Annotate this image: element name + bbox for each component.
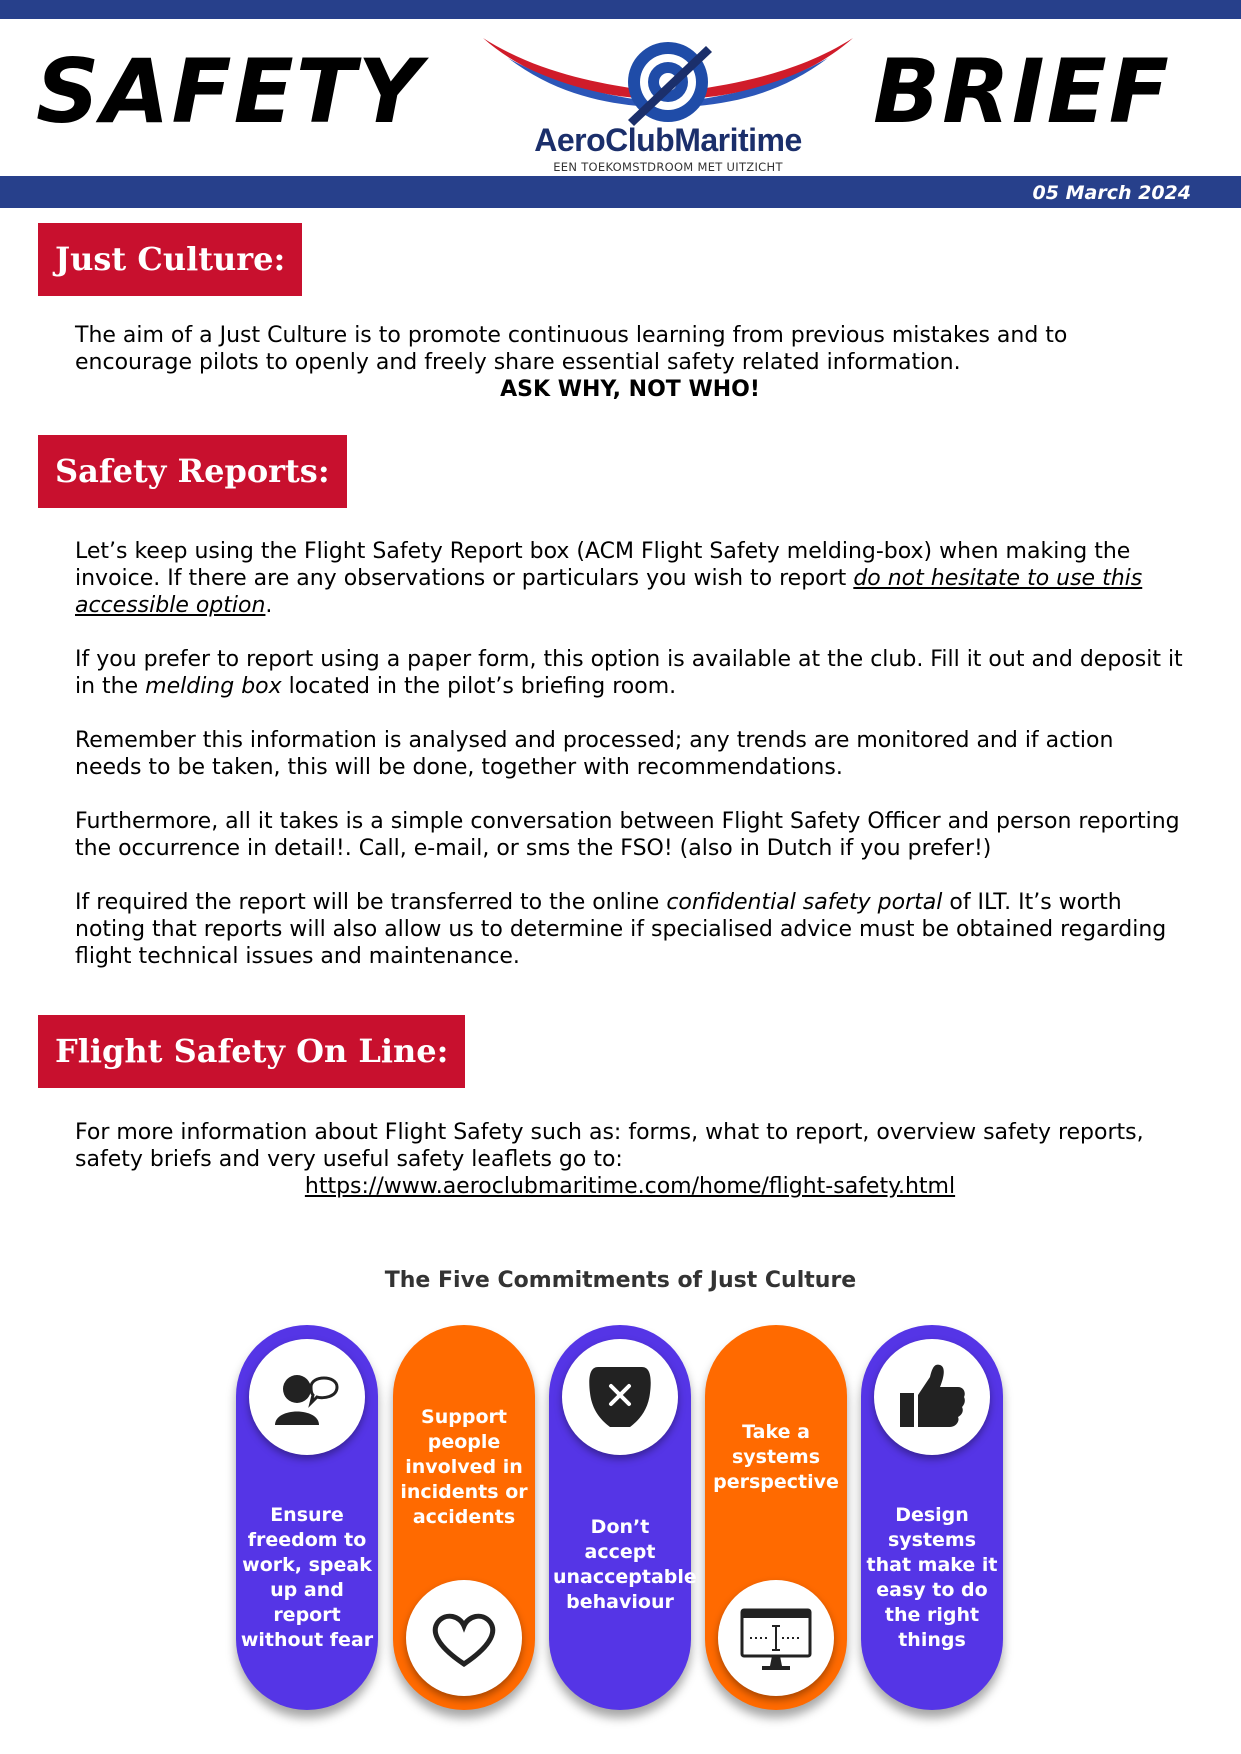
- safety-portal-term: confidential safety portal: [666, 890, 943, 915]
- heading-just-culture: Just Culture:: [38, 223, 302, 296]
- safety-reports-para-1: [75, 538, 1185, 619]
- commitment-text-2: Support people involved in incidents or accidents: [400, 1406, 528, 1528]
- para-text: Let’s keep using the Flight Safety Report box (ACM Flight Safety melding-box) when making the invoice. If there are any observations or particulars you wish to report: [75, 539, 1131, 591]
- just-culture-body: [75, 322, 1185, 403]
- monitor-icon: [718, 1580, 834, 1696]
- top-bar: [0, 0, 1241, 19]
- commitment-pill-1: [236, 1325, 378, 1710]
- club-logo: [478, 28, 858, 176]
- just-culture-text: The aim of a Just Culture is to promote continuous learning from previous mistakes and to encourage pilots to openly and freely share essential safety related information.: [75, 323, 1068, 375]
- para-end: .: [265, 593, 273, 618]
- safety-reports-para-2: [75, 646, 1185, 700]
- heart-icon: [406, 1580, 522, 1696]
- brief-date: 05 March 2024: [1032, 182, 1191, 204]
- online-body: [75, 1119, 1185, 1200]
- logo-tagline: EEN TOEKOMSTDROOM MET UITZICHT: [553, 160, 783, 174]
- safety-reports-para-4: [75, 808, 1185, 862]
- title-safety: SAFETY: [36, 40, 424, 143]
- para-text: located in the pilot’s briefing room.: [281, 674, 677, 699]
- commitment-text-3: Don’t accept unacceptable behaviour: [553, 1516, 697, 1613]
- accessible-option-link[interactable]: do not hesitate to use this accessible option: [75, 566, 1143, 618]
- logo-name: AeroClubMaritime: [534, 122, 802, 158]
- melding-box-term: melding box: [145, 674, 282, 699]
- commitment-pill-3: [549, 1325, 697, 1710]
- commitment-text-1: Ensure freedom to work, speak up and report without fear: [240, 1504, 374, 1651]
- date-bar: [0, 176, 1241, 208]
- safety-reports-para-3: [75, 727, 1185, 781]
- para-text: of ILT. It’s worth noting that reports will also allow us to determine if specialised advice must be obtained regarding flight technical issues and maintenance.: [75, 890, 1167, 969]
- head-cross-icon: [562, 1339, 678, 1455]
- flight-safety-url-link[interactable]: https://www.aeroclubmaritime.com/home/flight-safety.html: [304, 1174, 956, 1199]
- commitment-pill-2: [393, 1325, 535, 1710]
- infographic-title: The Five Commitments of Just Culture: [384, 1268, 857, 1293]
- thumbs-up-icon: [874, 1339, 990, 1455]
- title-brief: BRIEF: [873, 40, 1171, 143]
- just-culture-emphasis: ASK WHY, NOT WHO!: [500, 377, 760, 402]
- speaking-person-icon: [249, 1339, 365, 1455]
- para-text: If required the report will be transferred to the online: [75, 890, 667, 915]
- commitment-pill-5: [861, 1325, 1003, 1710]
- commitment-pill-4: [705, 1325, 847, 1710]
- para-text: Remember this information is analysed and processed; any trends are monitored and if action needs to be taken, this will be done, together with recommendations.: [75, 728, 1114, 780]
- safety-reports-para-5: [75, 889, 1185, 970]
- para-text: If you prefer to report using a paper form, this option is available at the club. Fill it out and deposit it in the: [75, 647, 1183, 699]
- online-text: For more information about Flight Safety such as: forms, what to report, overview safety reports, safety briefs and very useful safety leaflets go to:: [75, 1120, 1144, 1172]
- wings-propeller-icon: [478, 28, 858, 128]
- commitment-text-5: Design systems that make it easy to do the right things: [866, 1504, 998, 1651]
- heading-safety-reports: Safety Reports:: [38, 435, 347, 508]
- commitment-text-4: Take a systems perspective: [713, 1421, 839, 1493]
- heading-flight-safety-online: Flight Safety On Line:: [38, 1015, 465, 1088]
- para-text: Furthermore, all it takes is a simple conversation between Flight Safety Officer and person reporting the occurrence in detail!. Call, e-mail, or sms the FSO! (also in Dutch if you prefer!): [75, 809, 1180, 861]
